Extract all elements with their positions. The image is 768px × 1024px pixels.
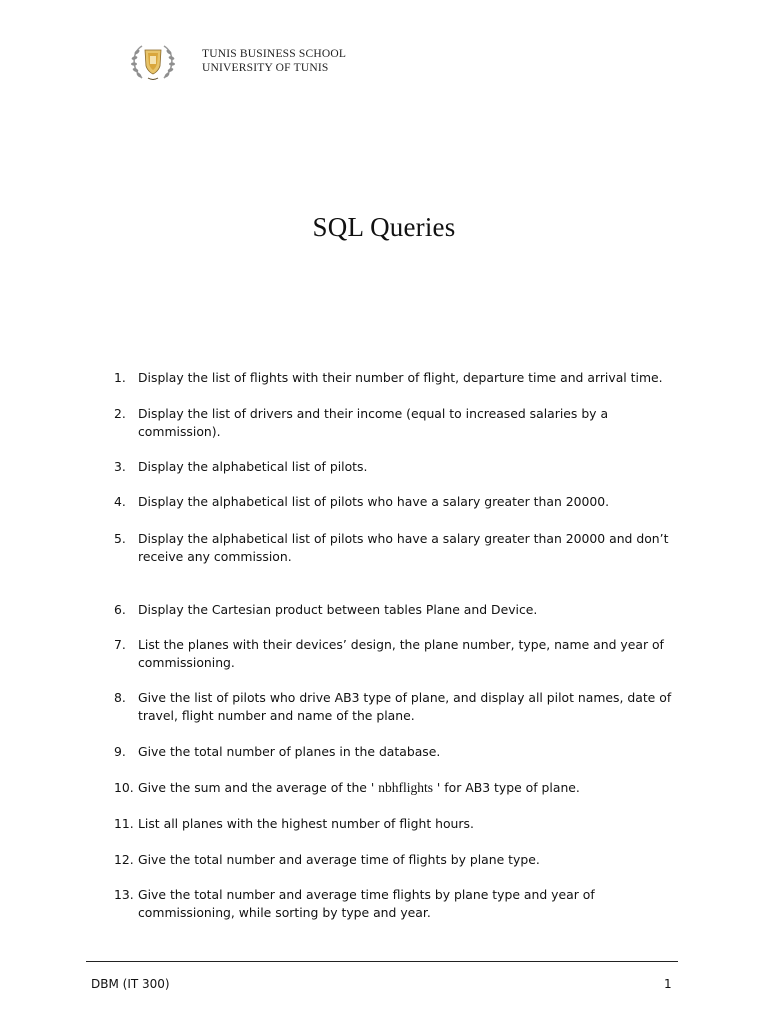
item-number: 12. <box>114 852 134 867</box>
item-number: 11. <box>114 816 134 831</box>
item-text: Give the total number and average time flights by plane type and year of commissioning, while sorting by type and year. <box>138 887 595 920</box>
item-number: 4. <box>114 494 126 509</box>
list-item <box>114 779 684 797</box>
footer-divider <box>86 961 678 962</box>
list-item <box>114 689 684 725</box>
item-text: Display the Cartesian product between tables Plane and Device. <box>138 602 538 617</box>
item-text: Give the list of pilots who drive AB3 type of plane, and display all pilot names, date of travel, flight number and name of the plane. <box>138 690 672 723</box>
item-text-before: Give the sum and the average of the ' <box>138 780 379 795</box>
list-item <box>114 815 684 833</box>
item-text-after: ' for AB3 type of plane. <box>432 780 580 795</box>
list-item <box>114 636 684 672</box>
item-text: Display the list of flights with their number of flight, departure time and arrival time. <box>138 370 663 385</box>
item-number: 2. <box>114 406 126 421</box>
page-number: 1 <box>664 977 672 991</box>
column-name: nbhflights <box>378 780 433 795</box>
item-text: List all planes with the highest number of flight hours. <box>138 816 474 831</box>
list-item <box>114 369 684 387</box>
item-number: 9. <box>114 744 126 759</box>
list-item <box>114 405 684 441</box>
list-item <box>114 530 684 566</box>
list-item <box>114 601 684 619</box>
institution-line-1: TUNIS BUSINESS SCHOOL <box>202 48 347 60</box>
document-header <box>128 40 528 88</box>
list-item <box>114 851 684 869</box>
item-number: 7. <box>114 637 126 652</box>
item-text: Display the alphabetical list of pilots who have a salary greater than 20000 and don’t receive any commission. <box>138 531 669 564</box>
list-item <box>114 743 684 761</box>
page-title: SQL Queries <box>312 212 456 242</box>
list-item <box>114 886 684 922</box>
item-number: 5. <box>114 531 126 546</box>
item-text: Display the alphabetical list of pilots who have a salary greater than 20000. <box>138 494 610 509</box>
item-text: Give the total number and average time of flights by plane type. <box>138 852 540 867</box>
item-number: 8. <box>114 690 126 705</box>
item-text: List the planes with their devices’ design, the plane number, type, name and year of commissioning. <box>138 637 664 670</box>
list-item <box>114 493 684 511</box>
item-number: 13. <box>114 887 134 902</box>
institution-name <box>202 47 346 75</box>
item-number: 3. <box>114 459 126 474</box>
footer-course: DBM (IT 300) <box>91 977 170 991</box>
item-text: Display the list of drivers and their income (equal to increased salaries by a commission). <box>138 406 609 439</box>
institution-line-2: UNIVERSITY OF TUNIS <box>202 62 329 74</box>
item-text <box>138 779 684 797</box>
item-number: 6. <box>114 602 126 617</box>
item-text: Display the alphabetical list of pilots. <box>138 459 368 474</box>
school-crest-icon <box>128 40 178 84</box>
list-item <box>114 458 684 476</box>
item-number: 10. <box>114 780 134 795</box>
item-number: 1. <box>114 370 126 385</box>
item-text: Give the total number of planes in the database. <box>138 744 441 759</box>
